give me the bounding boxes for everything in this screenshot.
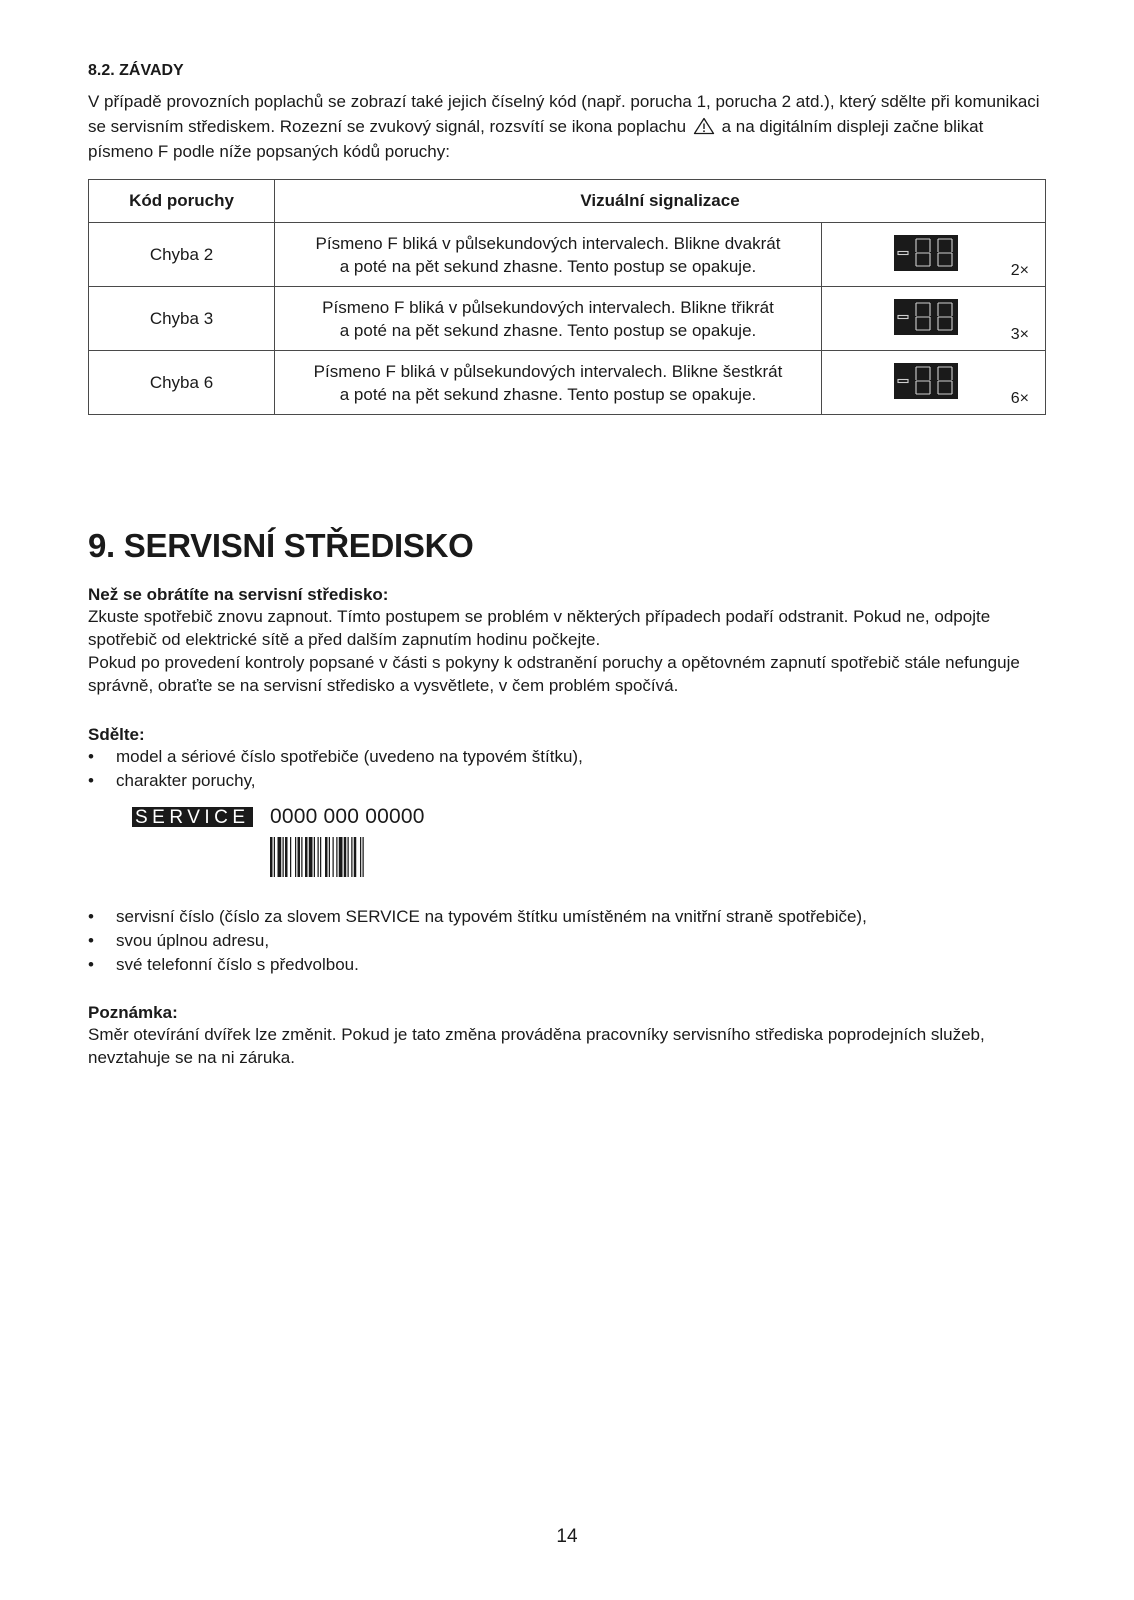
fault-codes-table <box>88 179 1046 415</box>
header-visual-signal: Vizuální signalizace <box>275 180 1046 223</box>
fault-description-cell <box>275 287 822 351</box>
tell-heading: Sdělte: <box>88 725 145 744</box>
service-label-example <box>132 801 1046 879</box>
blink-count: 6× <box>1010 390 1029 407</box>
visual-signal-cell <box>822 223 1046 287</box>
warning-triangle-icon <box>693 117 715 135</box>
blink-count: 2× <box>1010 262 1029 279</box>
list-item: • charakter poruchy, <box>88 769 1046 793</box>
description-line: Písmeno F bliká v půlsekundových intervalech. Blikne šestkrát <box>313 361 783 381</box>
table-row <box>89 351 1046 415</box>
visual-signal-cell <box>822 287 1046 351</box>
list-item: • svou úplnou adresu, <box>88 929 1046 953</box>
barcode-icon <box>270 837 426 877</box>
description-line: Písmeno F bliká v půlsekundových intervalech. Blikne dvakrát <box>315 233 781 253</box>
service-center-title: 9. SERVISNÍ STŘEDISKO <box>88 527 474 564</box>
list-item: • model a sériové číslo spotřebiče (uvedeno na typovém štítku), <box>88 745 1046 769</box>
faults-intro-part1: V případě provozních poplachů se zobrazí také jejich číselný kód (např. porucha 1, porucha 2 atd.), který sdělte při komunikaci se servisním střediskem. Rozezní se zvukový signál, rozsvítí se ikona poplachu <box>88 92 1040 136</box>
seven-segment-display-icon <box>894 235 958 271</box>
faults-intro <box>88 89 1046 164</box>
faults-heading: 8.2. ZÁVADY <box>88 62 184 79</box>
description-line: a poté na pět sekund zhasne. Tento postup se opakuje. <box>339 384 757 404</box>
fault-code-cell: Chyba 2 <box>89 223 275 287</box>
table-row <box>89 223 1046 287</box>
visual-signal-cell <box>822 351 1046 415</box>
fault-code-cell: Chyba 3 <box>89 287 275 351</box>
seven-segment-display-icon <box>894 363 958 399</box>
service-label-number: 0000 000 00000 <box>270 805 425 828</box>
seven-segment-display-icon <box>894 299 958 335</box>
note-heading: Poznámka: <box>88 1003 178 1022</box>
list-item: • servisní číslo (číslo za slovem SERVICE na typovém štítku umístěném na vnitřní straně spotřebiče), <box>88 905 1046 929</box>
tell-list <box>88 745 1046 793</box>
table-row <box>89 287 1046 351</box>
description-line: Písmeno F bliká v půlsekundových intervalech. Blikne třikrát <box>322 297 774 317</box>
page-number: 14 <box>556 1526 578 1547</box>
header-fault-code: Kód poruchy <box>89 180 275 223</box>
before-contact-paragraph: Zkuste spotřebič znovu zapnout. Tímto postupem se problém v některých případech podaří odstranit. Pokud ne, odpojte spotřebič od elektrické sítě a před dalším zapnutím hodinu počkejte. <box>88 607 991 649</box>
faults-intro-part2: a na digitálním displeji začne blikat písmeno F podle níže popsaných kódů poruchy: <box>88 117 984 161</box>
service-label-word: SERVICE <box>132 807 253 827</box>
fault-code-cell: Chyba 6 <box>89 351 275 415</box>
before-contact-heading: Než se obrátíte na servisní středisko: <box>88 585 389 604</box>
fault-description-cell <box>275 223 822 287</box>
description-line: a poté na pět sekund zhasne. Tento postup se opakuje. <box>339 256 757 276</box>
description-line: a poté na pět sekund zhasne. Tento postup se opakuje. <box>339 320 757 340</box>
note-text: Směr otevírání dvířek lze změnit. Pokud je tato změna prováděna pracovníky servisního střediska poprodejních služeb, nevztahuje se na ni záruka. <box>88 1025 985 1067</box>
table-header-row <box>89 180 1046 223</box>
document-page <box>88 62 1046 1069</box>
blink-count: 3× <box>1010 326 1029 343</box>
list-item: • své telefonní číslo s předvolbou. <box>88 953 1046 977</box>
fault-description-cell <box>275 351 822 415</box>
tell-list <box>88 905 1046 977</box>
before-contact-paragraph: Pokud po provedení kontroly popsané v části s pokyny k odstranění poruchy a opětovném zapnutí spotřebič stále nefunguje správně, obraťte se na servisní středisko a vysvětlete, v čem problém spočívá. <box>88 653 1020 695</box>
